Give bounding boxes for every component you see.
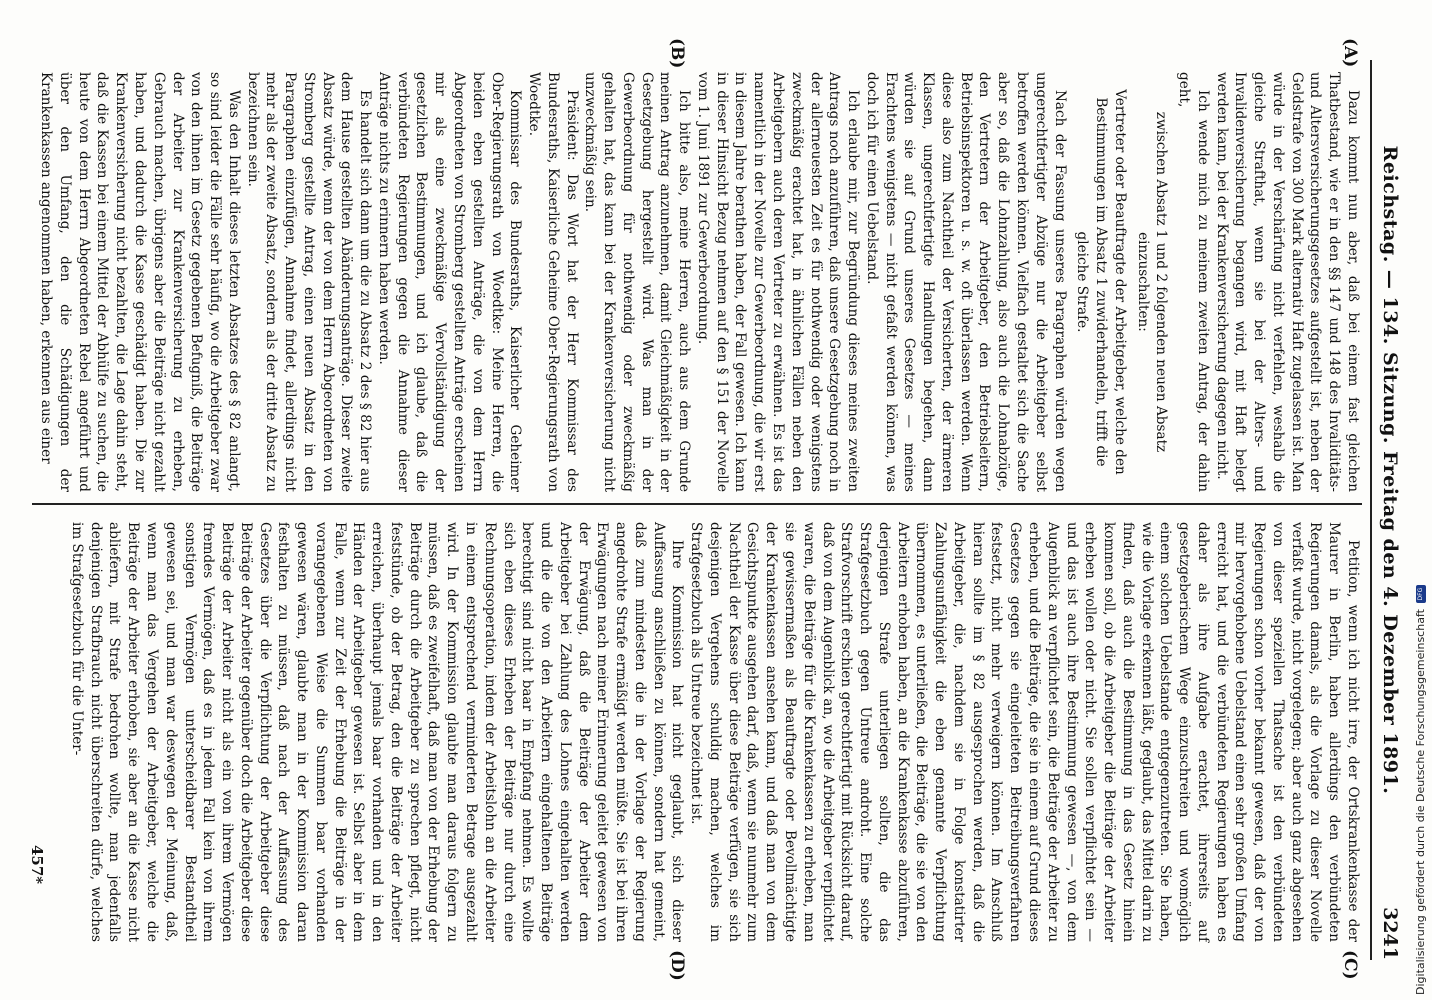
motion-text: Vertreter oder Beauftragte der Arbeitgeber, welche den Bestimmungen im Absatz 1 zuwiderhandeln, trifft die gleiche Strafe.: [1074, 89, 1128, 475]
paragraph: Es handelt sich dann um die zu Absatz 2 des § 82 hier aus dem Hause gestellten Abänderungsanträge. Dieser zweite Absatz würde, wenn der von dem Herrn Abgeordneten von Stromberg gestellte Antrag, einen neuen Absatz in den Paragraphen einzufügen, Annahme findet, allerdings nicht mehr als der zweite Absatz, sondern als der dritte Absatz zu bezeichnen sein.: [244, 72, 374, 492]
speaker-paragraph: Kommissar des Bundesraths, Kaiserlicher Geheimer Ober-Regierungsrath von Woedtke: Meine Herren, die beiden eben gestellten Anträge, die von dem Herrn Abgeordneten von Stromberg gestellten Anträge erscheinen mir als eine zweckmäßige Vervollständigung der gesetzlichen Bestimmungen, und ich glaube, daß die verbündeten Regierungen gegen die Annahme dieser Anträge nichts zu erinnern haben werden.: [375, 72, 524, 492]
paragraph: Petition, wenn ich nicht irre, der Ortskrankenkasse der Maurer in Berlin, haben allerdings den verbündeten Regierungen damals, als die Vorlage zu dieser Novelle verfaßt wurde, nicht vorgelegen; aber auch ganz abgesehen von dieser speziellen Thatsache ist den verbündeten Regierungen schon vorher bekannt gewesen, daß der von mir hervorgehobene Uebelstand einen sehr großen Umfang erreicht hat, und die verbündeten Regierungen haben es daher als ihre Aufgabe erachtet, ihrerseits auf gesetzgeberischem Wege einzuschreiten und womöglich einem solchen Uebelstande entgegenzutreten. Sie haben, wie die Vorlage erkennen läßt, geglaubt, das Mittel darin zu finden, daß auch die Bestimmung in das Gesetz hinein kommen soll, ob die Arbeitgeber die Beiträge der Arbeiter erheben wollen oder nicht. Sie sollen verpflichtet sein — und das ist auch ihre Bestimmung gewesen —, von dem Augenblick an verpflichtet sein, die Beiträge der Arbeiter zu erheben, und die Beiträge, die sie in einem auf Grund dieses Gesetzes gegen sie eingeleiteten Beitreibungsverfahren festsetzt, nicht mehr verweigern können. Im Anschluß hieran sollte im § 82 ausgesprochen werden, daß die Arbeitgeber, die, nachdem sie in Folge konstatirter Zahlungsunfähigkeit die eben genannte Verpflichtung übernommen, es unterließen, die Beiträge, die sie von den Arbeitern erhoben haben, an die Krankenkasse abzuführen, derjenigen Strafe unterliegen sollten, die das Strafgesetzbuch gegen Untreue androht. Eine solche Strafvorschrift erschien gerechtfertigt mit Rücksicht darauf, daß von dem Augenblick an, wo die Arbeitgeber verpflichtet waren, die Beiträge für die Krankenkassen zu erheben, man sie gewissermaßen als Beauftragte oder Bevollmächtigte der Krankenkassen ansehen kann, und daß man von dem Gesichtspunkte ausgehen darf, daß, wenn sie nunmehr zum Nachtheil der Kasse über diese Beiträge verfügen, sie sich desjenigen Vergehens schuldig machen, welches im Strafgesetzbuch als Untreue bezeichnet ist.: [688, 522, 1361, 942]
column-divider: [32, 503, 1362, 505]
paragraph: Was den Inhalt dieses letzten Absatzes des § 82 anlangt, so sind leider die Fälle sehr häufig, wo die Arbeitgeber zwar von den ihnen im Gesetz gegebenen Befugniß, die Beiträge der Arbeiter zur Krankenversicherung zu erheben, Gebrauch machen, übrigens aber die Beiträge nicht gezahlt haben, und dadurch die Kasse geschädigt haben. Die zur Krankenversicherung nicht bezahlten, die Lage dahin steht, daß die Kassen bei einem Mittel der Abhülfe zu suchen, die heute von dem Herrn Abgeordneten Rebel angeführt und über den Umfang, den die Schädigungen der Krankenkassen angenommen haben, erkennen aus einer: [38, 72, 242, 492]
paragraph: Nach der Fassung unseres Paragraphen würden wegen ungerechtfertigter Abzüge nur die Arbeitgeber selbst betroffen werden können. Vielfach gestaltet sich die Sache aber so, daß die Lohnzahlung, also auch die Lohnabzüge, den Vertretern der Arbeitgeber, den Betriebsleitern, Betriebsinspektoren u. s. w. oft überlassen werden. Wenn diese also zum Nachtheil der Versicherten, der ärmeren Klassen, ungerechtfertigte Handlungen begehen, dann würden sie auf Grund unseres Gesetzes — meines Erachtens wenigstens — nicht gefaßt werden können, was doch ich für einen Uebelstand.: [863, 72, 1068, 492]
margin-mark-b: (B): [667, 38, 687, 69]
page-number: 3241: [1379, 907, 1401, 960]
header-title: Reichstag. — 134. Sitzung. Freitag den 4. Dezember 1891.: [1379, 145, 1401, 795]
margin-mark-c: (C): [1340, 950, 1360, 980]
right-column: [67, 522, 1362, 942]
paragraph: Dazu kommt nun aber, daß bei einem fast gleichen Thatbestand, wie er in den §§ 147 und 148 des Invaliditäts- und Altersversicherungsgesetzes aufgestellt ist, neben der Geldstrafe von 300 Mark alternativ Haft zugelassen ist. Man würde in der Verschärfung nicht verfehlen, weshalb die gleiche Strafthat, wenn sie bei der Alters- und Invalidenversicherung begangen wird, mit Haft belegt werden kann, bei der Krankenversicherung dagegen nicht.: [1213, 72, 1361, 492]
paragraph: Ich erlaube mir, zur Begründung dieses meines zweiten Antrags noch anzuführen, daß unsere Gesetzgebung noch in der allerneuesten Zeit es für nothwendig oder wenigstens zweckmäßig erachtet hat, in ähnlichen Fällen neben den Arbeitgebern auch deren Vertreter zu erwähnen. Es ist das namentlich in der Novelle zur Gewerbeordnung, die wir erst in diesem Jahre berathen haben, der Fall gewesen. Ich kann in dieser Hinsicht Bezug nehmen auf den § 151 der Novelle vom 1. Juni 1891 zur Gewerbeordnung.: [694, 72, 862, 492]
digitization-note: [1414, 585, 1427, 995]
speaker-paragraph: Präsident: Das Wort hat der Herr Kommissar des Bundesraths, Kaiserliche Geheime Ober-Regierungsrath von Woedtke.: [526, 72, 580, 492]
margin-mark-a: (A): [1340, 38, 1360, 68]
motion-text: zwischen Absatz 1 und 2 folgenden neuen Absatz einzuschalten:: [1134, 111, 1170, 453]
sheet-signature: 457*: [28, 845, 46, 885]
paragraph: Ich bitte also, meine Herren, auch aus dem Grunde meinen Antrag anzunehmen, damit Gleichmäßigkeit in der Gesetzgebung hergestellt wird. Was man in der Gewerbeordnung für nothwendig oder zweckmäßig gehalten hat, das kann bei der Krankenversicherung nicht unzweckmäßig sein.: [582, 72, 693, 492]
left-column: [36, 72, 1362, 492]
margin-mark-d: (D): [667, 950, 687, 981]
paragraph: Ihre Kommission hat nicht geglaubt, sich dieser Auffassung anschließen zu können, sondern hat gemeint, daß zum mindesten die in der Vorlage der Regierung angedrohte Strafe ermäßigt werden müßte. Sie ist bei ihren Erwägungen nach meiner Erinnerung geleitet gewesen von der Erwägung, daß die Beiträge der Arbeiter dem Arbeitgeber bei Zahlung des Lohnes eingehalten werden und die die von den Arbeitern eingehaltenen Beiträge berechtigt sind nicht baar in Empfang nehmen. Es wollte sich eben dieses Erheben der Beiträge nur durch eine Rechnungsoperation, indem der Arbeitslohn an die Arbeiter in einem entsprechend verminderten Betrage ausgezahlt wird. In der Kommission glaubte man daraus folgern zu müssen, daß es zweifelhaft, daß man von der Erhebung der Beiträge durch die Arbeitgeber zu sprechen pflegt, nicht feststünde, ob der Betrag, den die Beiträge der Arbeiter erreichen, überhaupt jemals baar vorhanden und in den Händen der Arbeitgeber gewesen ist. Selbst aber in dem Falle, wenn zur Zeit der Erhebung die Beiträge in der vorangegebenen Weise die Summen baar vorhanden gewesen wären, glaubte man in der Kommission daran festhalten zu müssen, daß nach der Auffassung des Gesetzes über die Verpflichtung der Arbeitgeber diese Beiträge der Arbeiter gegenüber doch die Arbeitgeber diese Beiträge der Arbeiter nicht als ein von ihrem Vermögen fremdes Vermögen, daß es in jedem Fall kein von ihrem sonstigen Vermögen unterscheidbarer Bestandtheil gewesen sei, und man war deswegen der Meinung, daß, wenn man das Vergehen der Arbeitgeber, welche die Beiträge der Arbeiter erhoben, sie aber an die Kasse nicht abliefern, mit Strafe bedrohen wollte, man jedenfalls denjenigen Strafbrauch nicht überschreiten dürfe, welches im Strafgesetzbuch für die Unter-: [68, 522, 686, 942]
header-rule: [1370, 60, 1372, 960]
paragraph: Ich wende mich zu meinem zweiten Antrag, der dahin geht,: [1176, 72, 1211, 492]
page-header: [1376, 60, 1404, 960]
dfg-logo-icon: DFG: [1416, 585, 1426, 603]
digitization-text: Digitalisierung gefördert durch die Deutsche Forschungsgemeinschaft: [1414, 609, 1427, 995]
